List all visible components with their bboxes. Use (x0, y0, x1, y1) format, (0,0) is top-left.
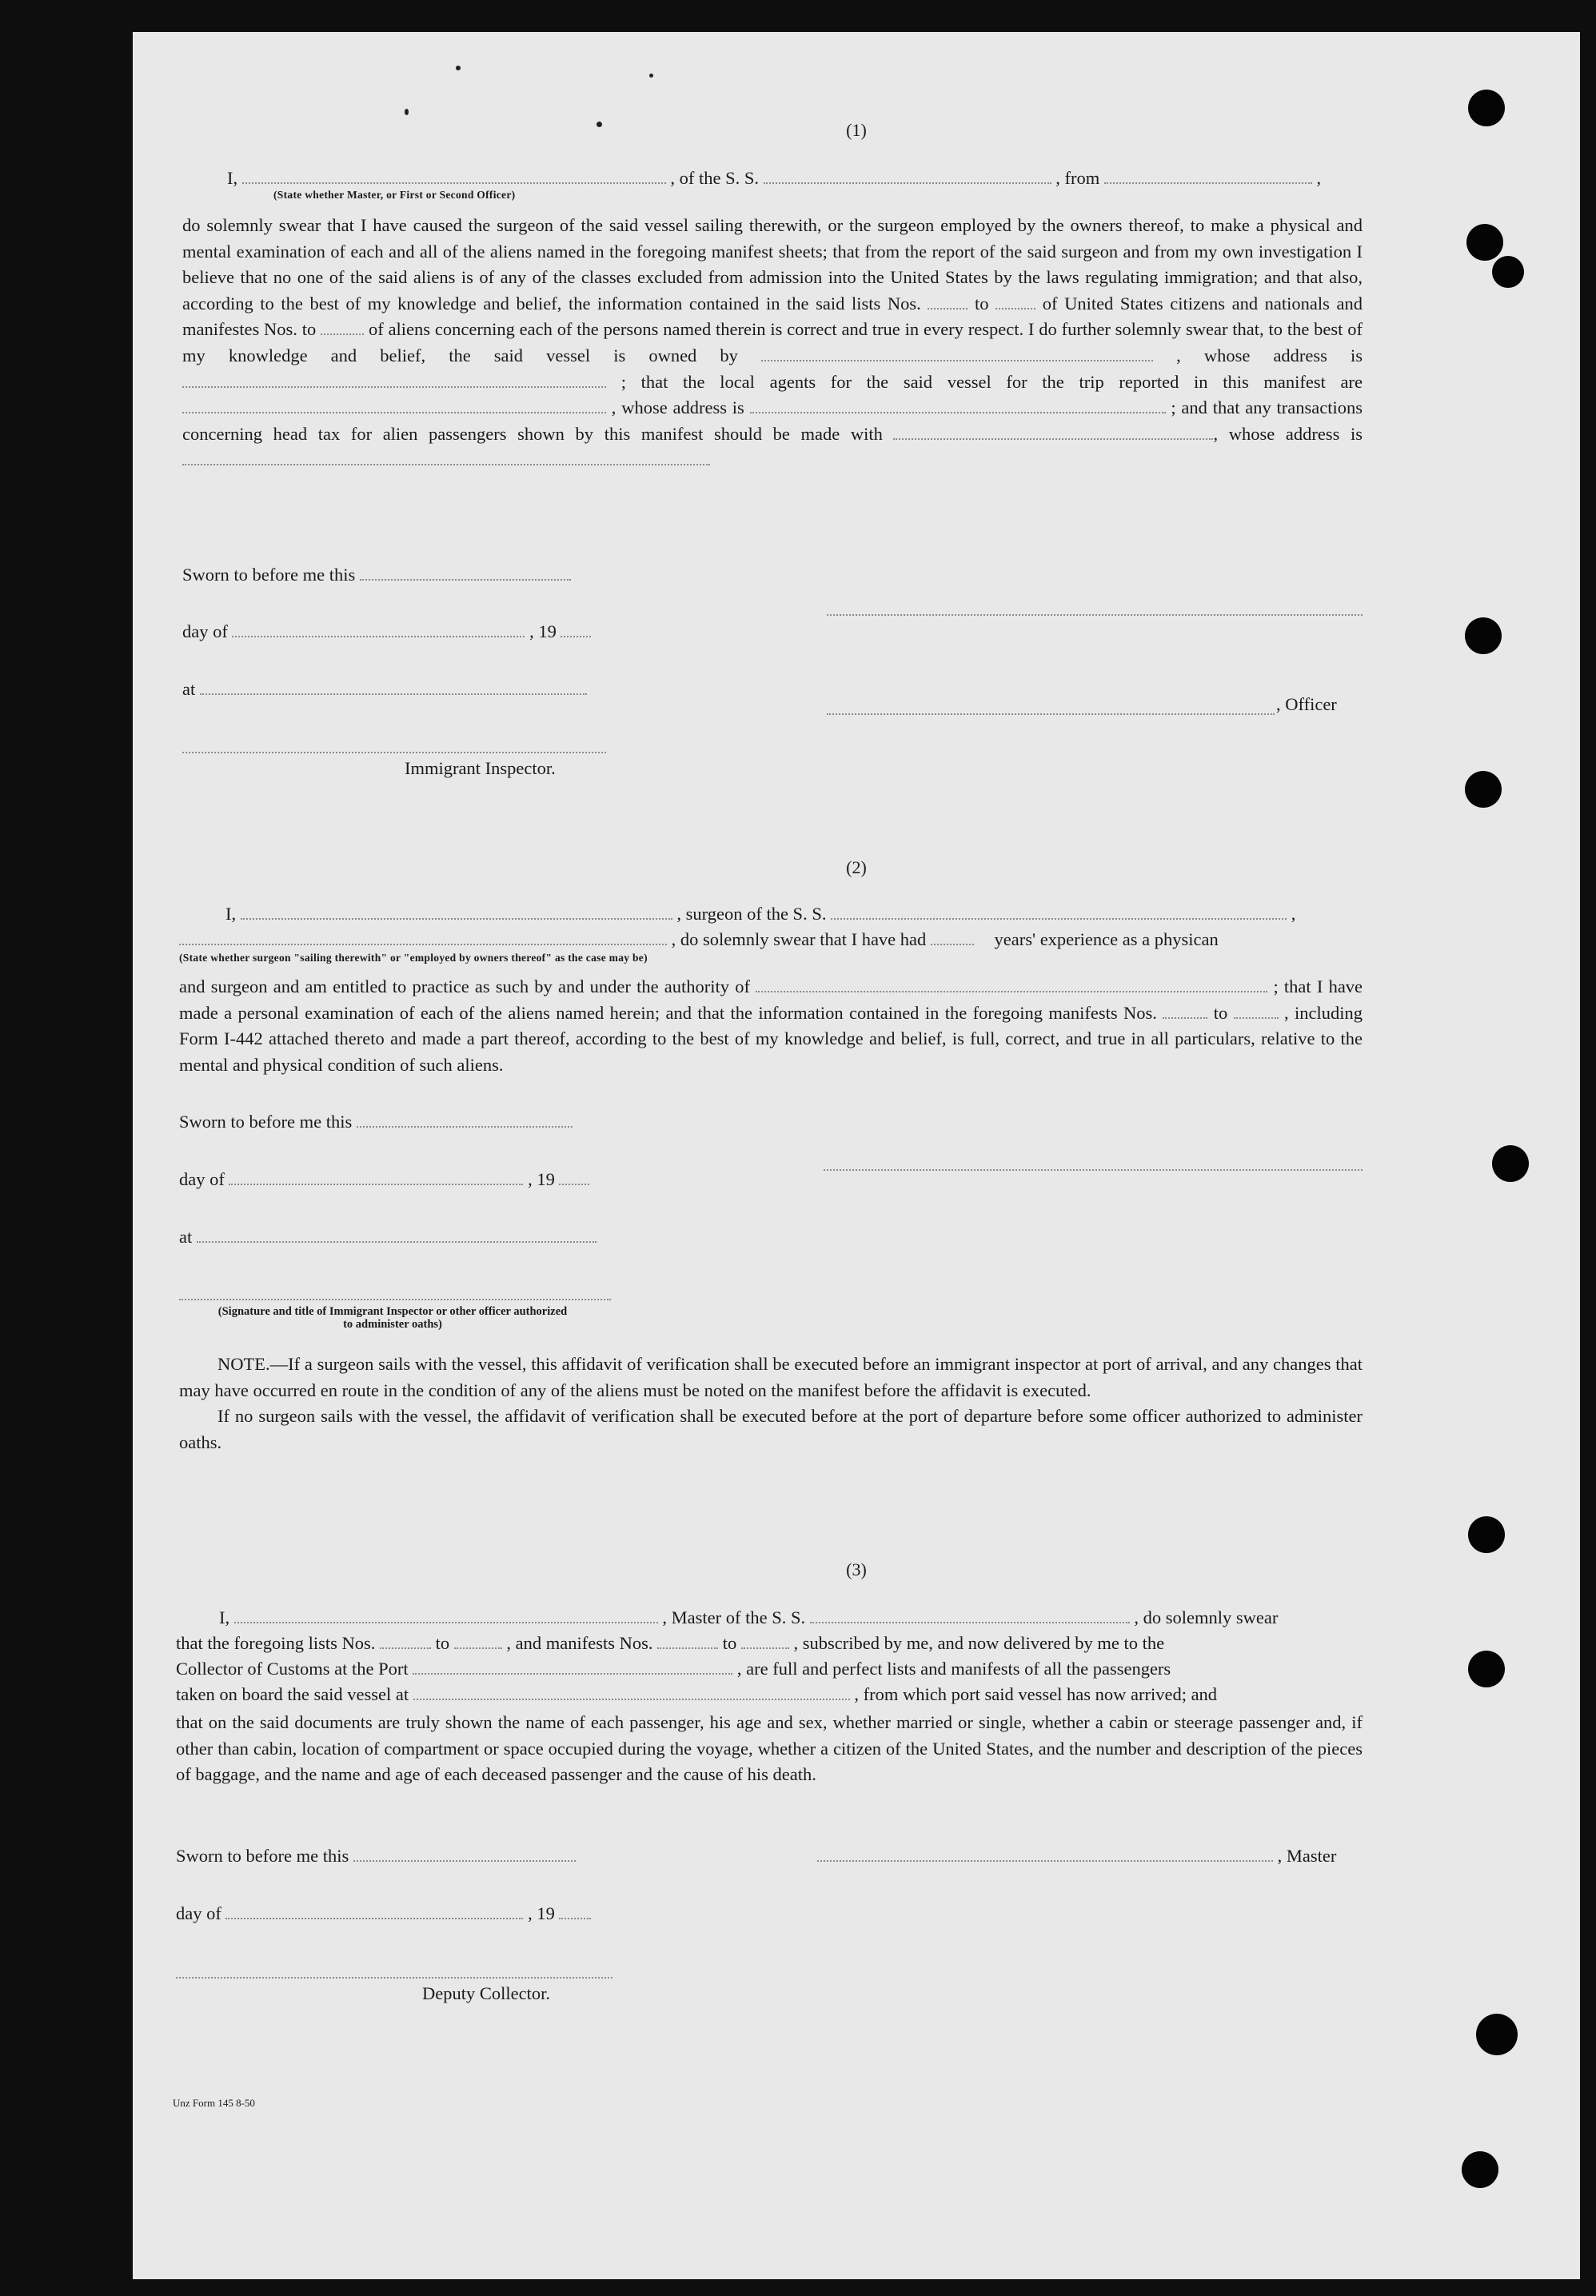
pronoun-label: I, (225, 904, 237, 924)
to-label: to (435, 1633, 450, 1653)
lists-label: that the foregoing lists Nos. (176, 1633, 376, 1653)
day-of-label: day of (182, 621, 228, 641)
section-number: (2) (846, 857, 867, 877)
surgeon-signature-rule[interactable] (824, 1169, 1363, 1171)
year-label: , 19 (528, 1903, 555, 1923)
pronoun-label: I, (219, 1607, 230, 1627)
sworn-label: Sworn to before me this (182, 565, 356, 585)
to-label: to (722, 1633, 737, 1653)
manifests-from-field[interactable] (657, 1635, 718, 1649)
year-label: , 19 (528, 1169, 555, 1189)
sworn-date-field[interactable] (360, 566, 571, 581)
day-of-label: day of (179, 1169, 225, 1189)
lists-from-field[interactable] (928, 295, 968, 309)
sworn-line (182, 565, 571, 585)
contact-address-field[interactable] (182, 451, 710, 465)
note-text: NOTE.—If a surgeon sails with the vessel, this affidavit of verification shall be executed before an immigrant inspector at port of arrival, and any changes that may have occurred en route in the condition of any of the aliens must be noted on the manifest before the affidavit is executed. (179, 1354, 1363, 1400)
manifest-to-field[interactable] (321, 321, 364, 335)
punch-hole (1465, 771, 1502, 808)
master-signature-field[interactable] (817, 1847, 1273, 1862)
at-label: at (182, 679, 196, 699)
at-line (179, 1227, 597, 1248)
section3-line1 (219, 1607, 1278, 1628)
swear-label: , do solemnly swear that I have had (671, 929, 927, 949)
section3-line2 (176, 1633, 1164, 1654)
day-field[interactable] (232, 623, 525, 637)
day-of-label: day of (176, 1903, 221, 1923)
master-name-field[interactable] (234, 1609, 658, 1623)
punch-hole (1468, 1516, 1505, 1553)
master-signature-line (817, 1846, 1336, 1867)
section3-oath-text (176, 1710, 1363, 1788)
manifests-label: , and manifests Nos. (506, 1633, 653, 1653)
sworn-date-field[interactable] (357, 1113, 573, 1128)
day-line (179, 1169, 589, 1190)
section2-note (179, 1352, 1363, 1455)
years-field[interactable] (931, 931, 974, 945)
at-place-field[interactable] (200, 681, 587, 695)
punch-hole (1468, 1651, 1505, 1687)
section2-line1 (225, 904, 1295, 924)
sworn-line (179, 1112, 573, 1132)
punch-hole (1492, 1145, 1529, 1182)
punch-hole (1476, 2014, 1518, 2055)
sworn-date-field[interactable] (353, 1847, 576, 1862)
ink-speck (649, 74, 653, 78)
authority-field[interactable] (756, 978, 1267, 992)
signature-title-note: (Signature and title of Immigrant Inspector or other officer authorized to administer oaths) (217, 1305, 568, 1331)
punch-hole (1465, 617, 1502, 654)
master-sig-label: , Master (1277, 1846, 1337, 1866)
sworn-label: Sworn to before me this (176, 1846, 349, 1866)
departure-port-field[interactable] (413, 1686, 850, 1700)
officer-signature-rule[interactable] (827, 614, 1363, 616)
oath-text-part: ; and that any transactions concerning head tax for alien passengers shown by this manifest should be made with (182, 397, 1363, 444)
lists-from-field[interactable] (380, 1635, 431, 1649)
deputy-signature-rule[interactable] (176, 1977, 612, 1979)
note-text: If no surgeon sails with the vessel, the affidavit of verification shall be executed before at the port of departure before some officer authorized to administer oaths. (179, 1406, 1363, 1452)
surgeon-type-note: (State whether surgeon "sailing therewith" or "employed by owners thereof" as the case may be) (179, 952, 648, 964)
oath-text-part: ; that the local agents for the said vessel for the trip reported in this manifest are (620, 371, 1363, 392)
officer-name-rule[interactable] (827, 713, 1275, 715)
inspector-title: Immigrant Inspector. (405, 758, 556, 778)
sworn-label: Sworn to before me this (179, 1112, 353, 1132)
ss-label: , of the S. S. (670, 168, 760, 188)
vessel-name-field[interactable] (810, 1609, 1130, 1623)
to-label: to (974, 293, 989, 313)
lists-perfect-label: , are full and perfect lists and manifests of all the passengers (736, 1659, 1171, 1679)
section2-line2 (179, 929, 1219, 950)
manifests-from-field[interactable] (1163, 1004, 1207, 1019)
officer-rank-note: (State whether Master, or First or Second Officer) (273, 189, 516, 201)
port-field[interactable] (413, 1660, 732, 1675)
oath-text-part: , including Form I-442 attached thereto and made a part thereof, according to the best of my knowledge and belief, is full, correct, and true in all particulars, relative to the mental and physical condition of such aliens. (179, 1002, 1363, 1075)
head-tax-contact-field[interactable] (893, 425, 1213, 440)
taken-on-label: taken on board the said vessel at (176, 1684, 409, 1704)
surgeon-label: , surgeon of the S. S. (676, 904, 827, 924)
inspector-signature-rule[interactable] (179, 1299, 611, 1300)
punch-hole (1492, 256, 1524, 288)
whose-label: , whose address is (1176, 345, 1363, 365)
section3-line4 (176, 1684, 1217, 1705)
from-label: , from (1055, 168, 1100, 188)
punch-hole (1462, 2151, 1498, 2188)
manifests-to-field[interactable] (1234, 1004, 1279, 1019)
section1-line1 (227, 168, 1321, 189)
oath-text-part: that on the said documents are truly shown the name of each passenger, his age and sex, whether married or single, whether a cabin or steerage passenger and, if other than cabin, location of compartment or space occupied during the voyage, whether a citizen of the United States, and the number and description of the pieces of baggage, and the name and age of each deceased passenger and the cause of his death. (176, 1712, 1363, 1785)
day-line (176, 1903, 591, 1924)
agents-address-field[interactable] (750, 399, 1166, 413)
year-field[interactable] (559, 1905, 591, 1919)
deputy-collector-title: Deputy Collector. (422, 1983, 550, 2003)
comma: , (1291, 904, 1296, 924)
oath-text-part: of aliens concerning each of the persons named therein is correct and true in every respect. I do further solemnly swear that, to the best of my knowledge and belief, the said vessel is owned by (182, 319, 1363, 365)
to-label: to (301, 319, 317, 340)
year-label: , 19 (529, 621, 557, 641)
surgeon-name-field[interactable] (241, 905, 672, 920)
ink-speck (456, 66, 461, 70)
at-label: at (179, 1227, 193, 1247)
whose-label: , whose address is (611, 397, 744, 418)
master-label: , Master of the S. S. (662, 1607, 806, 1627)
inspector-signature-rule[interactable] (182, 752, 606, 753)
port-from-field[interactable] (1104, 170, 1312, 184)
punch-hole (1466, 224, 1503, 261)
years-label: years' experience as a physican (994, 929, 1219, 949)
sworn-line (176, 1846, 576, 1867)
section3-line3 (176, 1659, 1171, 1679)
section1-oath-text: do solemnly swear that I have caused the surgeon of the said vessel sailing therewith, or the surgeon employed by the owners thereof, to make a physical and mental examination of each and all of the aliens named in the foregoing manifest sheets; that from the report of the said surgeon and from my own investigation I believe that no one of the said aliens is of any of the classes excluded from admission into the United States by the laws regulating immigration; and that also, according to the best of my knowledge and belief, the information contained in the said lists Nos. to of United States citizens and nationals and manifestes Nos. to of aliens concerning each of the persons named therein is correct and true in every respect. I do further solemnly swear that, to the best of my knowledge and belief, the said vessel is owned by , whose address is ; that the local agents for the said vessel for the trip reported in this manifest are , whose address is ; and that any transactions concerning head tax for alien passengers shown by this manifest should be made with , whose address is (182, 213, 1363, 473)
oath-text-part: do solemnly swear that I have caused the surgeon of the said vessel sailing therewith, or the surgeon employed by the owners thereof, to make a physical and mental examination of each and all of the aliens named in the foregoing manifest sheets; that from the report of the said surgeon and from my own investigation I believe that no one of the said aliens is of any of the classes excluded from admission into the United States by the laws regulating immigration; and that also, according to the best of my knowledge and belief, the information contained in the said lists Nos. (182, 215, 1363, 313)
arrived-label: , from which port said vessel has now arrived; and (854, 1684, 1218, 1704)
form-page (133, 32, 1580, 2279)
oath-text-part: that I have made a personal examination of each of the aliens named herein; and that the information contained in the foregoing manifests Nos. (179, 976, 1363, 1023)
semicolon: ; (1273, 976, 1279, 996)
lists-to-field[interactable] (454, 1635, 502, 1649)
oath-text-part: whose address is (1228, 423, 1363, 444)
to-label: to (1213, 1002, 1228, 1023)
oath-text-part: and surgeon and am entitled to practice as such by and under the authority of (179, 976, 750, 996)
day-line (182, 621, 591, 642)
subscribed-label: , subscribed by me, and now delivered by me to the (793, 1633, 1165, 1653)
section-number: (3) (846, 1559, 867, 1579)
officer-name-field[interactable] (242, 170, 666, 184)
year-field[interactable] (561, 623, 591, 637)
ink-speck (405, 109, 409, 115)
pronoun-label: I, (227, 168, 238, 188)
oath-text-part: of United States citizens and nationals and manifestes Nos. (182, 293, 1363, 340)
section-number: (1) (846, 120, 867, 140)
agents-field[interactable] (182, 399, 606, 413)
lists-to-field[interactable] (996, 295, 1035, 309)
surgeon-type-field[interactable] (179, 931, 667, 945)
at-line (182, 679, 587, 700)
comma: , (1316, 168, 1322, 188)
day-field[interactable] (225, 1905, 523, 1919)
at-place-field[interactable] (197, 1228, 597, 1243)
form-number: Unz Form 145 8-50 (173, 2097, 255, 2109)
owner-field[interactable] (761, 347, 1153, 361)
day-field[interactable] (229, 1171, 523, 1185)
vessel-name-field[interactable] (831, 905, 1287, 920)
section2-oath-text (179, 974, 1363, 1078)
collector-label: Collector of Customs at the Port (176, 1659, 409, 1679)
vessel-name-field[interactable] (764, 170, 1051, 184)
owner-address-field[interactable] (182, 373, 606, 388)
swear-label: , do solemnly swear (1134, 1607, 1279, 1627)
year-field[interactable] (559, 1171, 589, 1185)
manifests-to-field[interactable] (741, 1635, 789, 1649)
officer-label: , Officer (1276, 694, 1337, 714)
